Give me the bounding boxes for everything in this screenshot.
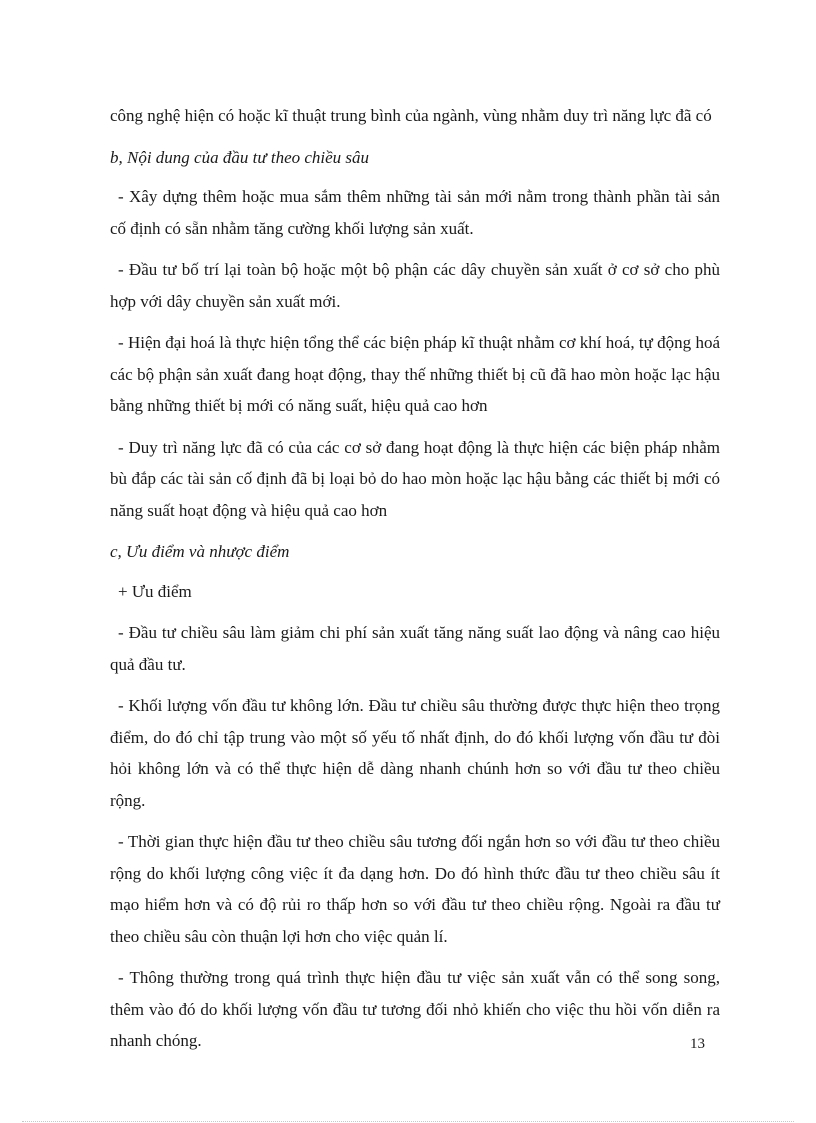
paragraph-bullet: - Hiện đại hoá là thực hiện tổng thể các biện pháp kĩ thuật nhằm cơ khí hoá, tự động hoá các bộ phận sản xuất đang hoạt động, thay thế những thiết bị cũ đã hao mòn hoặc lạc hậu bằng những thiết bị mới có năng suất, hiệu quả cao hơn (110, 333, 720, 415)
page-body (110, 100, 720, 1067)
paragraph-bullet: - Khối lượng vốn đầu tư không lớn. Đầu tư chiều sâu thường được thực hiện theo trọng điểm, do đó chỉ tập trung vào một số yếu tố nhất định, do đó khối lượng vốn đầu tư đòi hỏi không lớn và có thể thực hiện dễ dàng nhanh chúnh hơn so với đầu tư theo chiều rộng. (110, 696, 720, 810)
paragraph-bullet: - Xây dựng thêm hoặc mua sắm thêm những tài sản mới nằm trong thành phần tài sản cố định có sẵn nhằm tăng cường khối lượng sản xuất. (110, 187, 720, 238)
paragraph-continuation: công nghệ hiện có hoặc kĩ thuật trung bình của ngành, vùng nhằm duy trì năng lực đã có (110, 106, 712, 125)
subheading-advantages: + Ưu điểm (118, 581, 192, 601)
section-heading-c: c, Ưu điểm và nhược điểm (110, 542, 290, 561)
section-heading-b: b, Nội dung của đầu tư theo chiều sâu (110, 147, 370, 167)
paragraph-bullet: - Thông thường trong quá trình thực hiện đầu tư việc sản xuất vẫn có thể song song, thêm vào đó do khối lượng vốn đầu tư tương đối nhỏ khiến cho việc thu hồi vốn diễn ra nhanh chóng. (110, 968, 720, 1050)
footer-divider (22, 1121, 794, 1122)
page-number: 13 (690, 1036, 705, 1052)
paragraph-bullet: - Đầu tư chiều sâu làm giảm chi phí sản xuất tăng năng suất lao động và nâng cao hiệu quả đầu tư. (110, 623, 720, 674)
paragraph-bullet: - Thời gian thực hiện đầu tư theo chiều sâu tương đối ngắn hơn so với đầu tư theo chiều rộng do khối lượng công việc ít đa dạng hơn. Do đó hình thức đầu tư theo chiều sâu ít mạo hiểm hơn và có độ rủi ro thấp hơn so với đầu tư theo chiều rộng. Ngoài ra đầu tư theo chiều sâu còn thuận lợi hơn cho việc quản lí. (110, 832, 720, 946)
paragraph-bullet: - Đầu tư bố trí lại toàn bộ hoặc một bộ phận các dây chuyền sản xuất ở cơ sở cho phù hợp với dây chuyền sản xuất mới. (110, 260, 720, 311)
paragraph-bullet: - Duy trì năng lực đã có của các cơ sở đang hoạt động là thực hiện các biện pháp nhằm bù đắp các tài sản cố định đã bị loại bỏ do hao mòn hoặc lạc hậu bằng các thiết bị mới có năng suất hoạt động và hiệu quả cao hơn (110, 437, 720, 520)
